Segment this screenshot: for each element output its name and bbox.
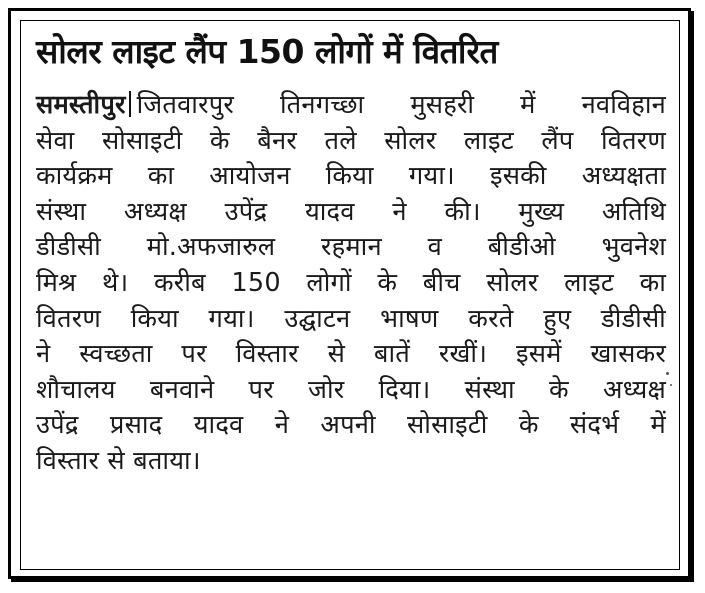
print-speck — [666, 372, 669, 375]
body-line-2: सेवा सोसाइटी के बैनर तले सोलर लाइट लैंप वितरण — [36, 125, 666, 156]
body-line-5: डीडीसी मो.अफजारुल रहमान व बीडीओ भुवनेश — [36, 232, 666, 263]
body-line-text: जितवारपुर तिनगच्छा मुसहरी में नवविहान — [136, 90, 666, 120]
body-line-7: वितरण किया गया। उद्घाटन भाषण करते हुए डीडीसी — [36, 303, 666, 334]
dateline-separator — [129, 91, 131, 117]
headline: सोलर लाइट लैंप 150 लोगों में वितरित — [36, 32, 498, 71]
body-line-10: उपेंद्र प्रसाद यादव ने अपनी सोसाइटी के संदर्भ में — [36, 410, 666, 441]
body-line-4: संस्था अध्यक्ष उपेंद्र यादव ने की। मुख्य अतिथि — [36, 196, 666, 227]
article-body — [36, 88, 666, 480]
news-clipping — [36, 30, 666, 480]
body-line-3: कार्यक्रम का आयोजन किया गया। इसकी अध्यक्षता — [36, 161, 666, 192]
print-speck — [670, 384, 672, 386]
dateline: समस्तीपुर — [36, 90, 126, 120]
body-line-6: मिश्र थे। करीब 150 लोगों के बीच सोलर लाइट का — [36, 267, 666, 298]
body-line-1 — [36, 88, 666, 124]
body-line-8: ने स्वच्छता पर विस्तार से बातें रखीं। इसमें खासकर — [36, 339, 666, 370]
body-line-11: विस्तार से बताया। — [36, 445, 201, 476]
body-line-9: शौचालय बनवाने पर जोर दिया। संस्था के अध्यक्ष — [36, 374, 666, 405]
